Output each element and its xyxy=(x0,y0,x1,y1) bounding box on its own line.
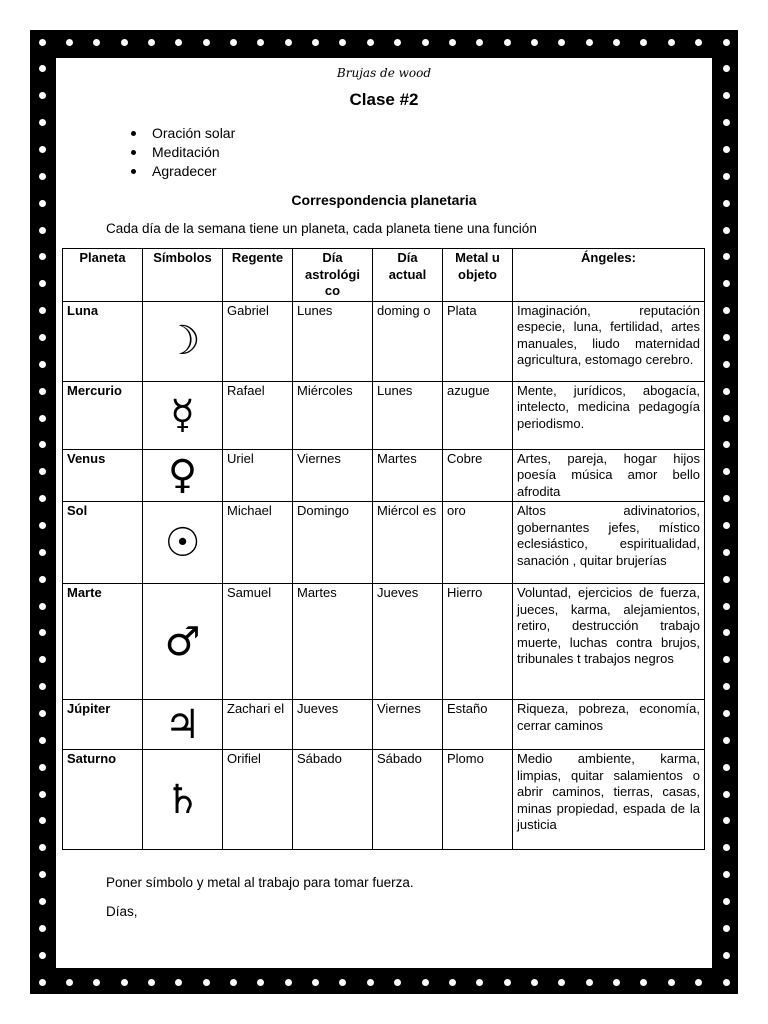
border-dot xyxy=(39,65,46,72)
actual-day-cell: doming o xyxy=(373,301,443,381)
border-dot xyxy=(367,979,374,986)
border-dot xyxy=(203,39,210,46)
angels-cell: Riqueza, pobreza, economía, cerrar caminos xyxy=(513,700,705,750)
border-dot xyxy=(394,39,401,46)
border-dot xyxy=(39,710,46,717)
planet-cell: Saturno xyxy=(63,750,143,850)
table-row xyxy=(63,381,705,449)
border-dot xyxy=(203,979,210,986)
border-dot xyxy=(723,388,730,395)
border-dot xyxy=(531,39,538,46)
border-dot xyxy=(558,979,565,986)
table-body xyxy=(63,301,705,850)
border-dot xyxy=(39,388,46,395)
border-dot xyxy=(723,710,730,717)
border-dot xyxy=(39,629,46,636)
header-angeles: Ángeles: xyxy=(513,249,705,302)
border-dot xyxy=(723,656,730,663)
border-dot xyxy=(312,39,319,46)
border-dot xyxy=(723,65,730,72)
border-dot xyxy=(39,227,46,234)
border-dot xyxy=(339,979,346,986)
border-dot xyxy=(723,629,730,636)
border-dot xyxy=(230,979,237,986)
border-dot xyxy=(175,39,182,46)
border-dot xyxy=(723,173,730,180)
border-dot xyxy=(723,603,730,610)
border-dot xyxy=(723,307,730,314)
symbol-cell xyxy=(143,301,223,381)
border-dot xyxy=(339,39,346,46)
border-dot xyxy=(39,576,46,583)
border-dot xyxy=(723,683,730,690)
border-dot xyxy=(723,576,730,583)
border-dot xyxy=(723,415,730,422)
mars-icon: ♂ xyxy=(164,618,201,665)
symbol-cell xyxy=(143,700,223,750)
border-dot xyxy=(723,200,730,207)
symbol-cell xyxy=(143,750,223,850)
border-dot xyxy=(39,549,46,556)
border-dot xyxy=(723,925,730,932)
border-dot xyxy=(723,791,730,798)
planetary-correspondence-table xyxy=(62,248,705,850)
border-dot xyxy=(39,898,46,905)
border-dot xyxy=(121,979,128,986)
border-dot xyxy=(723,253,730,260)
border-dot xyxy=(39,334,46,341)
border-dot xyxy=(723,764,730,771)
border-dot xyxy=(121,39,128,46)
venus-icon: ♀ xyxy=(167,452,198,499)
border-dot xyxy=(613,979,620,986)
border-dot xyxy=(39,522,46,529)
border-dot xyxy=(39,253,46,260)
border-dot xyxy=(723,844,730,851)
header-planeta: Planeta xyxy=(63,249,143,302)
metal-cell: Plata xyxy=(443,301,513,381)
astro-day-cell: Lunes xyxy=(293,301,373,381)
astro-day-cell: Martes xyxy=(293,584,373,700)
border-dot xyxy=(723,119,730,126)
border-dot xyxy=(504,979,511,986)
planet-cell: Marte xyxy=(63,584,143,700)
header-metal: Metal u objeto xyxy=(443,249,513,302)
border-dot xyxy=(723,549,730,556)
border-dot xyxy=(39,791,46,798)
border-dot xyxy=(504,39,511,46)
border-dot xyxy=(39,764,46,771)
border-dot xyxy=(39,92,46,99)
border-dot xyxy=(422,39,429,46)
border-dot xyxy=(723,817,730,824)
border-dot xyxy=(175,979,182,986)
angels-cell: Voluntad, ejercicios de fuerza, jueces, karma, alejamientos, retiro, destrucción trabajo muerte, luchas contra brujos, tribunales t trabajos negros xyxy=(513,584,705,700)
border-dot xyxy=(668,39,675,46)
angels-cell: Mente, jurídicos, abogacía, intelecto, medicina pedagogía periodismo. xyxy=(513,381,705,449)
header-regente: Regente xyxy=(223,249,293,302)
border-dot xyxy=(723,227,730,234)
planet-cell: Sol xyxy=(63,502,143,584)
border-dot xyxy=(285,39,292,46)
moon-icon: ☽ xyxy=(164,318,201,364)
planet-cell: Luna xyxy=(63,301,143,381)
astro-day-cell: Viernes xyxy=(293,449,373,502)
metal-cell: Cobre xyxy=(443,449,513,502)
border-dot xyxy=(39,441,46,448)
header-dia-actual: Día actual xyxy=(373,249,443,302)
mercury-icon: ☿ xyxy=(170,392,195,438)
border-dot xyxy=(586,979,593,986)
border-dot xyxy=(476,979,483,986)
border-dot xyxy=(723,280,730,287)
regent-cell: Uriel xyxy=(223,449,293,502)
header-simbolos: Símbolos xyxy=(143,249,223,302)
border-dot xyxy=(394,979,401,986)
table-header-row xyxy=(63,249,705,302)
border-dot xyxy=(39,871,46,878)
metal-cell: azugue xyxy=(443,381,513,449)
border-dot xyxy=(613,39,620,46)
astro-day-cell: Sábado xyxy=(293,750,373,850)
page-title: Clase #2 xyxy=(349,90,419,109)
border-dot xyxy=(640,979,647,986)
table-row xyxy=(63,750,705,850)
border-dot xyxy=(640,39,647,46)
border-dot xyxy=(39,468,46,475)
astro-day-cell: Jueves xyxy=(293,700,373,750)
table-row xyxy=(63,584,705,700)
border-dot xyxy=(723,495,730,502)
border-dot xyxy=(93,39,100,46)
regent-cell: Samuel xyxy=(223,584,293,700)
border-dot xyxy=(148,979,155,986)
border-dot xyxy=(39,979,46,986)
actual-day-cell: Viernes xyxy=(373,700,443,750)
symbol-cell xyxy=(143,449,223,502)
border-dot xyxy=(230,39,237,46)
border-dot xyxy=(723,898,730,905)
border-dot xyxy=(39,173,46,180)
symbol-cell xyxy=(143,381,223,449)
border-dot xyxy=(39,603,46,610)
border-dot xyxy=(39,361,46,368)
border-dot xyxy=(723,441,730,448)
border-dot xyxy=(723,737,730,744)
section-title: Correspondencia planetaria xyxy=(291,192,477,208)
border-dot xyxy=(39,737,46,744)
angels-cell: Artes, pareja, hogar hijos poesía música amor bello afrodita xyxy=(513,449,705,502)
border-dot xyxy=(39,656,46,663)
table-row xyxy=(63,502,705,584)
border-dot xyxy=(723,334,730,341)
border-dot xyxy=(695,979,702,986)
border-dot xyxy=(39,39,46,46)
actual-day-cell: Miércol es xyxy=(373,502,443,584)
border-dot xyxy=(723,522,730,529)
border-dot xyxy=(723,871,730,878)
actual-day-cell: Sábado xyxy=(373,750,443,850)
border-dot xyxy=(285,979,292,986)
border-dot xyxy=(723,39,730,46)
planet-cell: Venus xyxy=(63,449,143,502)
planet-cell: Mercurio xyxy=(63,381,143,449)
table-row xyxy=(63,449,705,502)
intro-text: Cada día de la semana tiene un planeta, cada planeta tiene una función xyxy=(106,221,537,236)
planet-cell: Júpiter xyxy=(63,700,143,750)
astro-day-cell: Domingo xyxy=(293,502,373,584)
border-dot xyxy=(39,495,46,502)
border-dot xyxy=(723,361,730,368)
border-dot xyxy=(257,39,264,46)
table-row xyxy=(63,301,705,381)
regent-cell: Rafael xyxy=(223,381,293,449)
border-dot xyxy=(723,468,730,475)
astro-day-cell: Miércoles xyxy=(293,381,373,449)
actual-day-cell: Jueves xyxy=(373,584,443,700)
border-dot xyxy=(39,952,46,959)
border-dot xyxy=(558,39,565,46)
border-dot xyxy=(39,817,46,824)
actual-day-cell: Lunes xyxy=(373,381,443,449)
border-dot xyxy=(39,683,46,690)
bullet-item: Oración solar xyxy=(130,124,235,143)
angels-cell: Medio ambiente, karma, limpias, quitar salamientos o abrir caminos, tierras, casas, minas propiedad, espada de la justicia xyxy=(513,750,705,850)
angels-cell: Imaginación, reputación especie, luna, fertilidad, artes manuales, liudo maternidad agricultura, estomago cerebro. xyxy=(513,301,705,381)
symbol-cell xyxy=(143,502,223,584)
border-dot xyxy=(39,200,46,207)
bullet-item: Meditación xyxy=(130,143,235,162)
border-dot xyxy=(695,39,702,46)
angels-cell: Altos adivinatorios, gobernantes jefes, místico eclesiástico, espiritualidad, sanación , quitar brujerías xyxy=(513,502,705,584)
border-dot xyxy=(422,979,429,986)
border-dot xyxy=(586,39,593,46)
sun-icon: ☉ xyxy=(164,519,201,566)
document-page xyxy=(56,58,712,968)
header-dia-astrologico: Día astrológi co xyxy=(293,249,373,302)
metal-cell: oro xyxy=(443,502,513,584)
border-dot xyxy=(39,119,46,126)
footer-note: Poner símbolo y metal al trabajo para tomar fuerza. xyxy=(106,875,414,890)
border-dot xyxy=(723,979,730,986)
jupiter-icon: ♃ xyxy=(164,701,201,748)
border-dot xyxy=(39,844,46,851)
metal-cell: Hierro xyxy=(443,584,513,700)
border-dot xyxy=(39,415,46,422)
border-dot xyxy=(257,979,264,986)
regent-cell: Orifiel xyxy=(223,750,293,850)
regent-cell: Michael xyxy=(223,502,293,584)
metal-cell: Plomo xyxy=(443,750,513,850)
metal-cell: Estaño xyxy=(443,700,513,750)
border-dot xyxy=(148,39,155,46)
border-dot xyxy=(39,925,46,932)
border-dot xyxy=(723,952,730,959)
regent-cell: Gabriel xyxy=(223,301,293,381)
border-dot xyxy=(39,307,46,314)
script-header: Brujas de wood xyxy=(336,66,432,80)
bullet-list xyxy=(130,124,235,181)
symbol-cell xyxy=(143,584,223,700)
border-dot xyxy=(668,979,675,986)
footer-days: Días, xyxy=(106,904,138,919)
border-dot xyxy=(531,979,538,986)
table-row xyxy=(63,700,705,750)
border-dot xyxy=(723,146,730,153)
border-dot xyxy=(449,979,456,986)
actual-day-cell: Martes xyxy=(373,449,443,502)
border-dot xyxy=(66,979,73,986)
border-dot xyxy=(367,39,374,46)
regent-cell: Zachari el xyxy=(223,700,293,750)
border-dot xyxy=(476,39,483,46)
border-dot xyxy=(66,39,73,46)
border-dot xyxy=(449,39,456,46)
border-dot xyxy=(39,280,46,287)
border-dot xyxy=(39,146,46,153)
border-dot xyxy=(93,979,100,986)
border-dot xyxy=(723,92,730,99)
bullet-item: Agradecer xyxy=(130,162,235,181)
border-dot xyxy=(312,979,319,986)
saturn-icon: ♄ xyxy=(164,776,201,823)
